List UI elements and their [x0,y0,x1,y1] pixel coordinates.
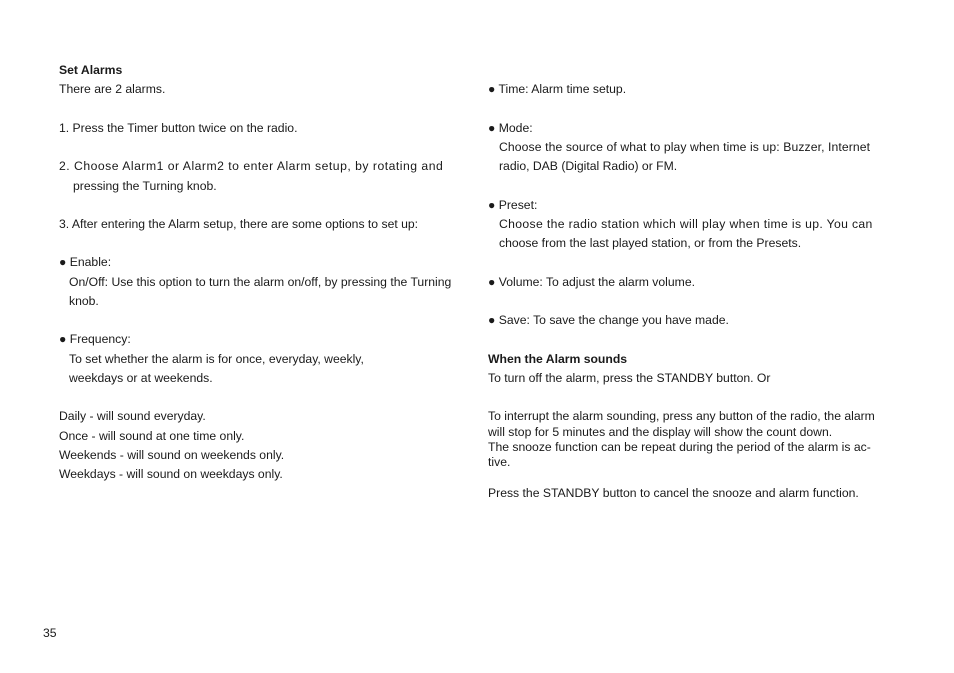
step-3: 3. After entering the Alarm setup, there are some options to set up: [59,217,419,231]
snooze-line-1: The snooze function can be repeat during the period of the alarm is ac- [488,440,871,454]
mode-line-1: Choose the source of what to play when time is up: Buzzer, Internet [499,140,871,154]
enable-line-2: knob. [69,294,99,308]
page-number: 35 [43,626,57,640]
step-2-line-1: 2. Choose Alarm1 or Alarm2 to enter Alarm setup, by rotating and [59,159,444,173]
preset-line-2: choose from the last played station, or from the Presets. [499,236,802,250]
alarms-intro: There are 2 alarms. [59,82,166,96]
turn-off-alarm-text: To turn off the alarm, press the STANDBY button. Or [488,371,771,385]
preset-line-1: Choose the radio station which will play when time is up. You can [499,217,873,231]
section-heading-alarm-sounds: When the Alarm sounds [488,352,628,366]
once-option: Once - will sound at one time only. [59,429,245,443]
step-2-line-2: pressing the Turning knob. [73,179,217,193]
frequency-line-1: To set whether the alarm is for once, everyday, weekly, [69,352,364,366]
cancel-snooze-text: Press the STANDBY button to cancel the snooze and alarm function. [488,486,859,500]
interrupt-line-2: will stop for 5 minutes and the display will show the count down. [488,425,833,439]
section-heading-set-alarms: Set Alarms [59,63,123,77]
save-option: ● Save: To save the change you have made. [488,313,729,327]
mode-title: ● Mode: [488,121,533,135]
interrupt-line-1: To interrupt the alarm sounding, press any button of the radio, the alarm [488,409,875,423]
frequency-line-2: weekdays or at weekends. [69,371,213,385]
volume-option: ● Volume: To adjust the alarm volume. [488,275,695,289]
time-option: ● Time: Alarm time setup. [488,82,627,96]
frequency-title: ● Frequency: [59,332,131,346]
snooze-line-2: tive. [488,455,511,469]
step-1: 1. Press the Timer button twice on the radio. [59,121,298,135]
enable-title: ● Enable: [59,255,112,269]
mode-line-2: radio, DAB (Digital Radio) or FM. [499,159,678,173]
weekdays-option: Weekdays - will sound on weekdays only. [59,467,283,481]
weekends-option: Weekends - will sound on weekends only. [59,448,285,462]
enable-line-1: On/Off: Use this option to turn the alarm on/off, by pressing the Turning [69,275,452,289]
daily-option: Daily - will sound everyday. [59,409,206,423]
preset-title: ● Preset: [488,198,538,212]
